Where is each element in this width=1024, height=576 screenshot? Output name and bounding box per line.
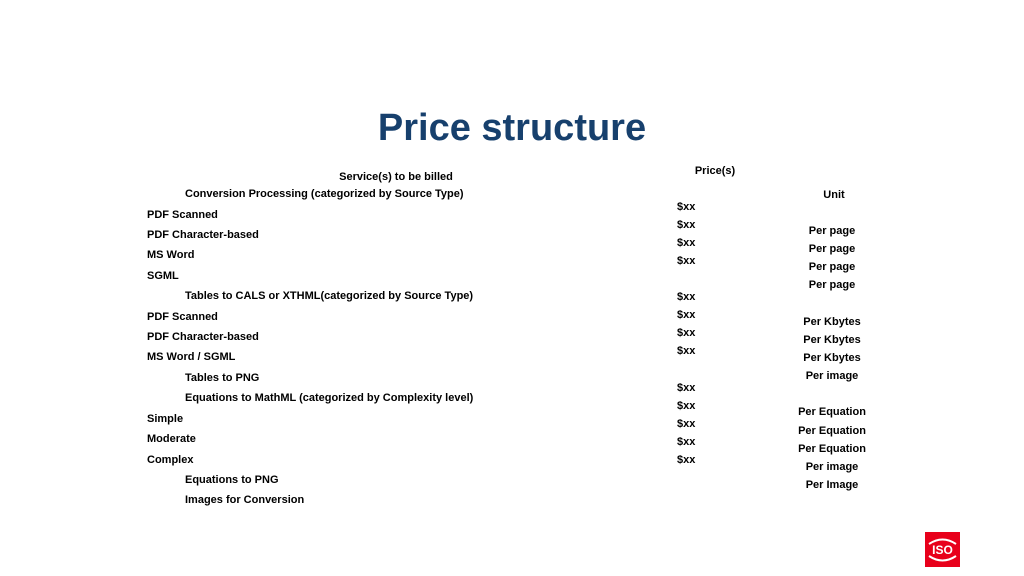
service-item-label: MS Word <box>147 249 195 261</box>
price-value: $xx <box>677 255 696 267</box>
unit-value: Per image <box>805 370 859 382</box>
unit-value: Per Equation <box>798 443 866 455</box>
price-value: $xx <box>677 436 696 448</box>
price-value: $xx <box>677 309 696 321</box>
service-item-label: Simple <box>147 413 184 425</box>
price-value: $xx <box>677 201 696 213</box>
price-value: $xx <box>677 382 696 394</box>
prices-column-header: Price(s) <box>694 165 736 177</box>
service-item-label: SGML <box>147 270 179 282</box>
unit-value: Per page <box>808 279 856 291</box>
service-item-label: Moderate <box>147 433 196 445</box>
unit-value: Per Image <box>805 479 859 491</box>
unit-value: Per page <box>808 243 856 255</box>
price-value: $xx <box>677 237 696 249</box>
price-value: $xx <box>677 219 696 231</box>
service-item-label: MS Word / SGML <box>147 351 236 363</box>
page-title: Price structure <box>377 107 647 149</box>
service-item-label: PDF Scanned <box>147 311 218 323</box>
unit-value: Per Kbytes <box>803 316 861 328</box>
iso-logo-text: ISO <box>932 543 953 557</box>
price-value: $xx <box>677 454 696 466</box>
service-item-label: PDF Character-based <box>147 331 259 343</box>
service-group-label: Tables to CALS or XTHML(categorized by Source Type) <box>185 290 474 302</box>
service-item-label: PDF Scanned <box>147 209 218 221</box>
unit-column-header: Unit <box>823 189 845 201</box>
price-value: $xx <box>677 327 696 339</box>
service-group-label: Images for Conversion <box>185 494 305 506</box>
unit-value: Per image <box>805 461 859 473</box>
service-group-label: Tables to PNG <box>185 372 260 384</box>
price-value: $xx <box>677 418 696 430</box>
price-value: $xx <box>677 400 696 412</box>
unit-value: Per Equation <box>798 425 866 437</box>
service-group-label: Equations to MathML (categorized by Complexity level) <box>185 392 474 404</box>
unit-value: Per page <box>808 225 856 237</box>
unit-value: Per Equation <box>798 406 866 418</box>
service-item-label: Complex <box>147 454 194 466</box>
service-group-label: Conversion Processing (categorized by Source Type) <box>185 188 464 200</box>
service-item-label: PDF Character-based <box>147 229 259 241</box>
price-value: $xx <box>677 345 696 357</box>
services-column-header: Service(s) to be billed <box>339 171 453 183</box>
unit-value: Per page <box>808 261 856 273</box>
price-value: $xx <box>677 291 696 303</box>
unit-value: Per Kbytes <box>803 352 861 364</box>
service-group-label: Equations to PNG <box>185 474 279 486</box>
iso-logo-mark <box>925 532 960 567</box>
iso-logo <box>925 532 960 567</box>
unit-value: Per Kbytes <box>803 334 861 346</box>
